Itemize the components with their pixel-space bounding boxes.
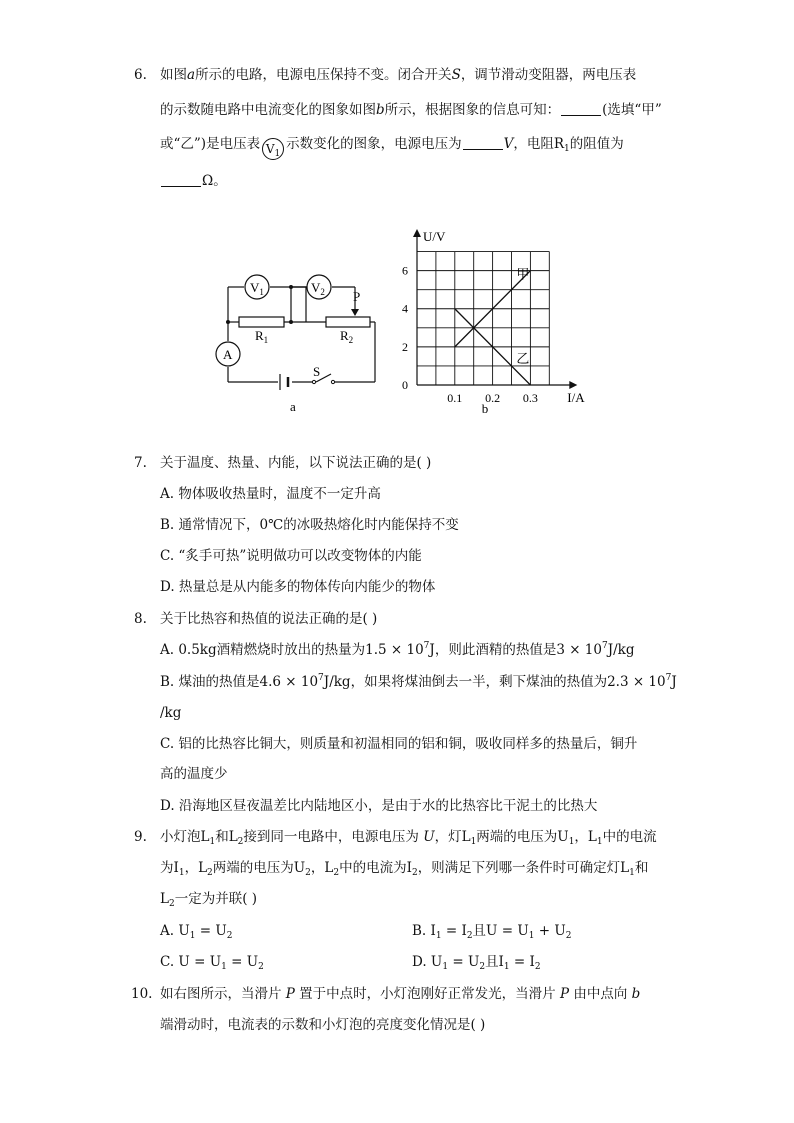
q7-option-a: A. 物体吸收热量时，温度不一定升高 [160, 486, 381, 502]
ui-graph [395, 225, 590, 415]
q9-line-1: 小灯泡$L_1$和$L_2$接到同一电路中，电源电压为 U，灯$L_1$两端的电压为$U_1$，$L_1$中的电流 [160, 829, 657, 847]
voltmeter-v1-symbol: $V_1$ [262, 138, 284, 160]
q10-line-1: 如右图所示，当滑片 P 置于中点时，小灯泡刚好正常发光，当滑片 P 由中点向 b [160, 986, 641, 1002]
q7-option-b: B. 通常情况下，0℃的冰吸热熔化时内能保持不变 [160, 517, 459, 533]
figure-b-caption: b [481, 401, 489, 415]
q7-option-c: C. “炙手可热”说明做功可以改变物体的内能 [160, 548, 422, 564]
q6-text: 的阻值为 [569, 136, 624, 152]
ammeter-label: A [223, 347, 233, 362]
q7-number: 7. [134, 455, 147, 471]
y-tick-label: 4 [402, 301, 408, 316]
q9-option-d: D. $U_1 = U_2$且$I_1 = I_2$ [412, 954, 541, 972]
q8-option-c-cont: 高的温度少 [160, 766, 228, 782]
x-axis-label: I/A [567, 390, 585, 405]
q8-option-d: D. 沿海地区昼夜温差比内陆地区小，是由于水的比热容比干泥土的比热大 [160, 798, 598, 814]
r2-label: $R_2$ [340, 328, 354, 345]
q8-number: 8. [134, 611, 147, 627]
q9-number: 9. [134, 829, 147, 845]
y-axis-label: U/V [423, 229, 446, 244]
q6-line-2 [160, 101, 662, 119]
q8-option-c: C. 铝的比热容比铜大，则质量和初温相同的铝和铜，吸收同样多的热量后，铜升 [160, 736, 638, 752]
y-axis-arrow-icon [413, 229, 421, 237]
x-tick-label: 0.1 [447, 391, 463, 405]
x-axis-arrow-icon [569, 381, 577, 389]
answer-blank-1[interactable] [561, 102, 601, 116]
answer-blank-3[interactable] [161, 173, 201, 187]
q9-option-b: B. $I_1 = I_2$且$U = U_1 + U_2$ [412, 923, 572, 941]
q6-number: 6. [134, 67, 147, 83]
series-label-1: 甲 [516, 266, 530, 282]
answer-blank-2[interactable] [463, 136, 503, 150]
q10-number: 10. [131, 986, 153, 1002]
q9-line-3: $L_2$一定为并联( ) [160, 891, 258, 909]
x-tick-label: 0.2 [485, 391, 501, 405]
q8-option-b: B. 煤油的热值是$4.6 \times 10^7J/kg$，如果将煤油倒去一半，剩下煤油的热值为$2.3 \times 10^7J$ [160, 673, 677, 690]
slider-p-label: P [353, 289, 361, 304]
q6-text: 所示，根据图象的信息可知： [384, 102, 561, 118]
v1-label: $V_1$ [250, 280, 264, 297]
q9-option-c: C. $U = U_1 = U_2$ [160, 954, 264, 972]
y-tick-label: 6 [402, 263, 408, 278]
x-tick-label: 0.3 [522, 391, 538, 405]
q9-line-2: 为$I_1$，$L_2$两端的电压为$U_2$，$L_2$中的电流为$I_2$，则满足下列哪一条件时可确定灯$L_1$和 [160, 860, 649, 878]
q6-text: ，调节滑动变阻器，两电压表 [460, 67, 637, 83]
q6-text: Ω。 [202, 173, 227, 189]
q7-option-d: D. 热量总是从内能多的物体传向内能少的物体 [160, 579, 436, 595]
q6-text: 示数变化的图象，电源电压为 [286, 136, 462, 152]
q6-italic: a [187, 67, 196, 83]
q8-option-a: A. 0.5kg酒精燃烧时放出的热量为$1.5 \times 10^7J$，则此酒精的热值是$3 \times 10^7J/kg$ [160, 641, 635, 658]
q6-line-3 [160, 135, 624, 160]
q6-text: 的示数随电路中电流变化的图象如图 [160, 102, 376, 118]
circuit-diagram [210, 265, 390, 415]
series-label-2: 乙 [516, 351, 530, 366]
q8-option-b-cont: /kg [160, 705, 182, 721]
q10-line-2: 端滑动时，电流表的示数和小灯泡的亮度变化情况是( ) [160, 1017, 486, 1033]
y-tick-label: 0 [402, 378, 408, 392]
q6-text: 如图 [160, 67, 187, 83]
q6-text: 所示的电路，电源电压保持不变。闭合开关 [195, 67, 452, 83]
resistor-r1 [239, 317, 284, 327]
figure-a-caption: a [290, 399, 296, 414]
y-tick-label: 2 [402, 339, 408, 354]
switch-s-label: S [313, 364, 321, 379]
q6-text: ，电阻R [513, 136, 564, 152]
q8-stem: 关于比热容和热值的说法正确的是( ) [160, 611, 378, 627]
q6-italic: b [376, 102, 385, 118]
r1-label: $R_1$ [255, 328, 269, 345]
v2-label: $V_2$ [311, 280, 325, 297]
q6-italic: S [451, 67, 461, 83]
q6-text: (选填“甲” [602, 102, 662, 118]
q7-stem: 关于温度、热量、内能，以下说法正确的是( ) [160, 455, 432, 471]
q6-text: 或“乙”)是电压表 [160, 136, 261, 152]
q6-line-1 [160, 66, 636, 84]
q6-unit: V [503, 136, 514, 152]
resistor-r2 [326, 317, 370, 327]
q9-option-a: A. $U_1 = U_2$ [160, 923, 233, 941]
slider-arrow-icon [351, 309, 359, 316]
q6-line-4 [160, 172, 227, 190]
q6-sub: 1 [564, 144, 570, 154]
